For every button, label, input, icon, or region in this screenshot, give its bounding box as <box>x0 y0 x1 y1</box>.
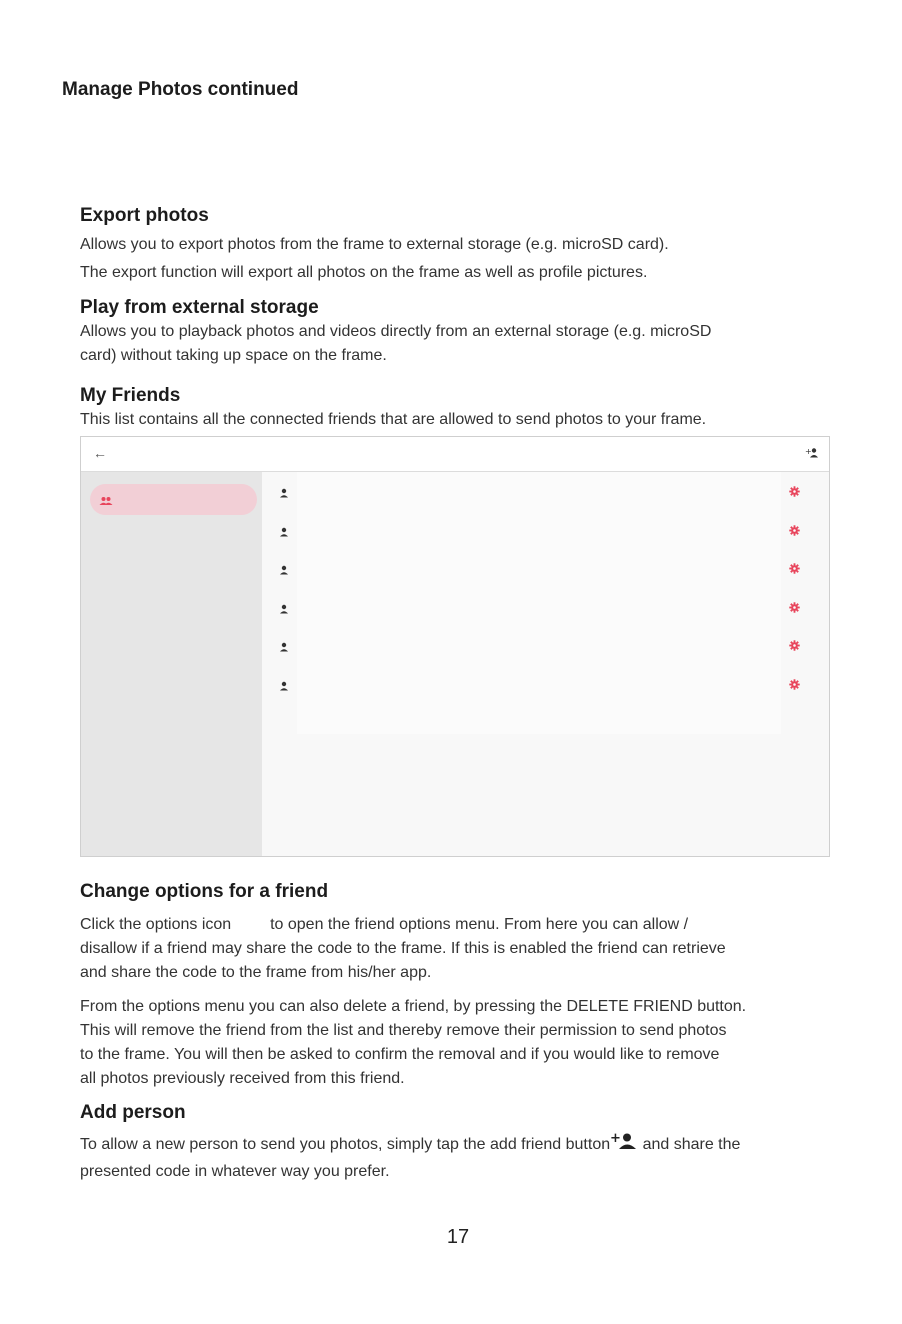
change-p2-line-1: From the options menu you can also delete a friend, by pressing the DELETE FRIEND button. <box>80 998 747 1015</box>
friend-row[interactable] <box>262 557 829 577</box>
gear-icon[interactable] <box>789 638 800 656</box>
friend-row[interactable] <box>262 673 829 693</box>
change-line-1 <box>80 913 840 937</box>
play-line-2: card) without taking up space on the frame. <box>80 347 387 364</box>
svg-text:+: + <box>805 447 812 456</box>
person-icon <box>279 678 289 696</box>
gear-icon[interactable] <box>789 484 800 502</box>
gear-icon[interactable] <box>789 523 800 541</box>
change-line-3: and share the code to the frame from his/her app. <box>80 964 432 981</box>
app-top-bar <box>81 437 829 472</box>
export-title: Export photos <box>80 205 209 226</box>
person-icon <box>279 562 289 580</box>
section-friends <box>80 384 840 432</box>
person-icon <box>279 639 289 657</box>
change-line-2: disallow if a friend may share the code to the frame. If this is enabled the friend can retrieve <box>80 940 726 957</box>
gear-icon[interactable] <box>789 561 800 579</box>
gear-icon[interactable] <box>789 677 800 695</box>
add-line-2: presented code in whatever way you prefer. <box>80 1163 390 1180</box>
friend-row[interactable] <box>262 634 829 654</box>
section-export <box>80 204 840 285</box>
person-icon <box>279 524 289 542</box>
change-text-before-icon: Click the options icon <box>80 916 232 933</box>
friends-title: My Friends <box>80 385 181 406</box>
add-text-after-icon: and share the <box>642 1136 741 1153</box>
play-title: Play from external storage <box>80 297 319 318</box>
friends-list-panel <box>262 472 829 856</box>
add-line-1 <box>80 1132 860 1160</box>
friend-row[interactable] <box>262 596 829 616</box>
back-arrow-icon[interactable]: ← <box>93 445 107 461</box>
section-play <box>80 296 840 368</box>
person-icon <box>279 485 289 503</box>
change-p2-line-2: This will remove the friend from the list and thereby remove their permission to send photos <box>80 1022 727 1039</box>
add-text-before-icon: To allow a new person to send you photos, simply tap the add friend button <box>80 1136 611 1153</box>
friends-line-1: This list contains all the connected friends that are allowed to send photos to your frame. <box>80 411 707 428</box>
person-icon <box>279 601 289 619</box>
change-p2-line-3: to the frame. You will then be asked to confirm the removal and if you would like to remove <box>80 1046 720 1063</box>
add-friend-icon[interactable] <box>805 446 819 464</box>
app-sidebar <box>81 472 262 856</box>
svg-text:+: + <box>610 1132 622 1146</box>
section-change-options <box>80 880 840 1091</box>
add-friend-inline-icon <box>610 1132 638 1160</box>
people-icon <box>99 493 113 511</box>
friend-row[interactable] <box>262 519 829 539</box>
change-title: Change options for a friend <box>80 881 329 902</box>
play-line-1: Allows you to playback photos and videos directly from an external storage (e.g. microSD <box>80 323 712 340</box>
change-text-after-icon: to open the friend options menu. From here you can allow / <box>270 916 689 933</box>
friends-screenshot <box>80 436 830 857</box>
gear-icon[interactable] <box>789 600 800 618</box>
sidebar-item-friends[interactable] <box>90 484 257 515</box>
change-p2-line-4: all photos previously received from this friend. <box>80 1070 405 1087</box>
page-header: Manage Photos continued <box>62 79 299 100</box>
page-number: 17 <box>446 1226 470 1248</box>
section-add-person <box>80 1101 860 1184</box>
export-line-2: The export function will export all photos on the frame as well as profile pictures. <box>80 264 648 281</box>
add-title: Add person <box>80 1102 186 1123</box>
export-line-1: Allows you to export photos from the frame to external storage (e.g. microSD card). <box>80 236 669 253</box>
friend-row[interactable] <box>262 480 829 500</box>
